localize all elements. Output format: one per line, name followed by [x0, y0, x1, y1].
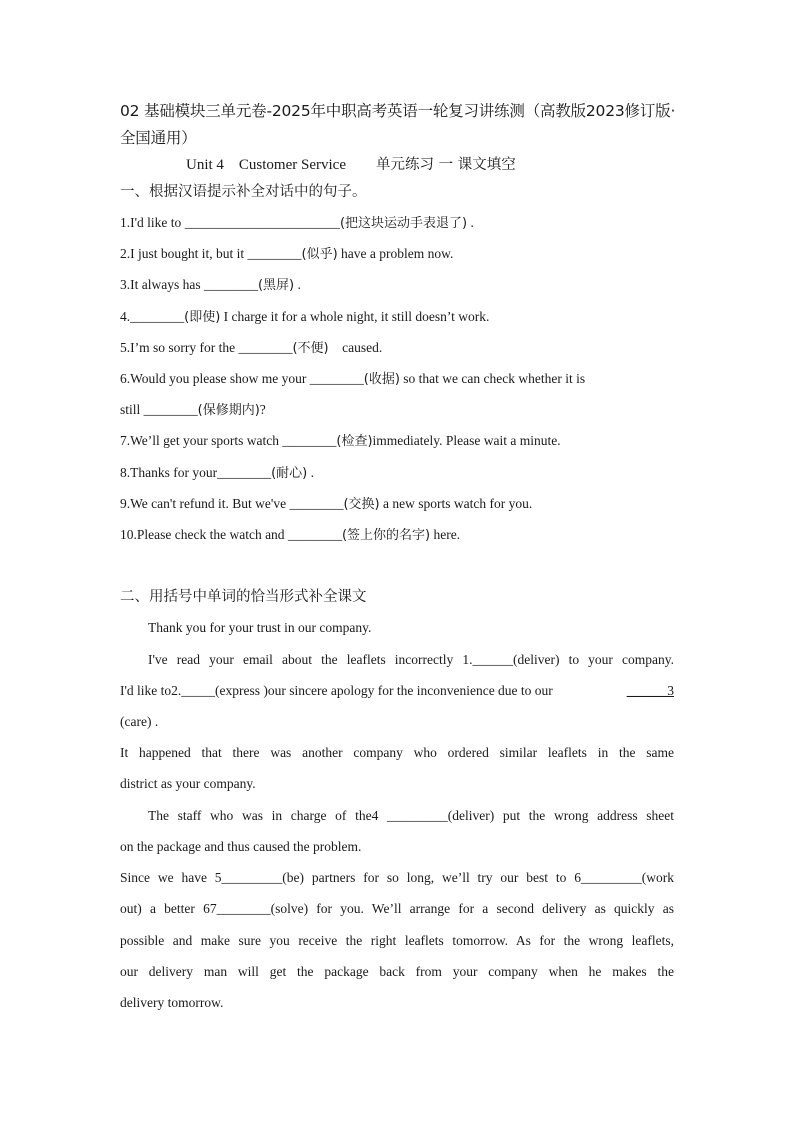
question-5: [120, 337, 680, 360]
question-text: a new sports watch for you.: [379, 496, 533, 511]
chinese-hint: (把这块运动手表退了): [339, 216, 468, 231]
answer-blank: ________: [217, 465, 272, 480]
document-title: 02 基础模块三单元卷-2025年中职高考英语一轮复习讲练测（高教版2023修订版·全国通用）: [120, 102, 676, 147]
passage-line: Thank you for your trust in our company.: [148, 620, 372, 635]
question-text: 4.: [120, 309, 131, 324]
chinese-hint: (黑屏): [257, 278, 295, 293]
passage-line: The staff who was in charge of the4 _________(deliver) put the wrong address sheet: [148, 808, 674, 823]
passage-line: district as your company.: [120, 776, 256, 791]
chinese-hint: (即使): [184, 310, 221, 325]
unit-heading-english: Unit 4 Customer Service: [186, 157, 346, 173]
section2-heading: 二、用括号中单词的恰当形式补全课文: [120, 589, 367, 605]
answer-blank: ________: [247, 246, 302, 261]
question-text: have a problem now.: [337, 246, 454, 261]
chinese-hint: (检查): [336, 434, 373, 449]
chinese-hint: (保修期内): [197, 403, 260, 418]
answer-blank: ________: [289, 496, 344, 511]
question-text: I charge it for a whole night, it still doesn’t work.: [220, 309, 490, 324]
question-text: here.: [430, 527, 461, 542]
chinese-hint: (交换): [343, 497, 380, 512]
question-9: [120, 493, 680, 516]
question-text: still: [120, 402, 144, 417]
answer-blank: ________: [203, 277, 258, 292]
question-4: [120, 306, 680, 329]
question-text: ?: [259, 402, 266, 417]
question-6-continued: [120, 399, 680, 422]
passage-text: I'd like to2._____(express )our sincere apology for the inconvenience due to our: [120, 683, 553, 698]
chinese-hint: (似乎): [301, 247, 338, 262]
question-text: so that we can check whether it is: [399, 371, 586, 386]
unit-heading-chinese: 单元练习 一 课文填空: [375, 157, 516, 173]
answer-blank: ________: [287, 527, 342, 542]
answer-blank: ________: [309, 371, 364, 386]
question-text: 8.Thanks for your: [120, 465, 218, 480]
passage-line: on the package and thus caused the problem.: [120, 839, 362, 854]
answer-blank: ________: [130, 309, 185, 324]
passage-line: our delivery man will get the package back from your company when he makes the: [120, 964, 674, 979]
question-2: [120, 243, 680, 266]
question-text: 9.We can't refund it. But we've: [120, 496, 290, 511]
question-text: immediately. Please wait a minute.: [372, 433, 561, 448]
answer-blank: ________: [143, 402, 198, 417]
question-10: [120, 524, 680, 547]
passage-line: [120, 680, 674, 702]
passage-line: Since we have 5_________(be) partners for so long, we’ll try our best to 6_________(work: [120, 870, 674, 885]
question-text: 2.I just bought it, but it: [120, 246, 248, 261]
question-text: 1.I'd like to: [120, 215, 185, 230]
chinese-hint: (收据): [363, 372, 400, 387]
answer-blank: ________: [238, 340, 293, 355]
question-text: 7.We’ll get your sports watch: [120, 433, 283, 448]
answer-blank: _______________________: [184, 215, 340, 230]
question-text: .: [294, 277, 301, 292]
question-text: caused.: [328, 340, 383, 355]
passage-line: It happened that there was another company who ordered similar leaflets in the same: [120, 745, 674, 760]
answer-blank: ______3: [626, 683, 674, 698]
question-3: [120, 274, 680, 297]
chinese-hint: (不便): [292, 341, 329, 356]
question-text: .: [307, 465, 315, 480]
question-8: [120, 462, 680, 485]
chinese-hint: (耐心): [271, 466, 308, 481]
chinese-hint: (签上你的名字): [341, 528, 431, 543]
answer-blank: ________: [282, 433, 337, 448]
question-text: 10.Please check the watch and: [120, 527, 288, 542]
question-text: .: [467, 215, 474, 230]
question-7: [120, 430, 680, 453]
question-6: [120, 368, 680, 391]
passage-line: I've read your email about the leaflets incorrectly 1.______(deliver) to your company.: [148, 652, 674, 667]
section1-heading: 一、根据汉语提示补全对话中的句子。: [120, 184, 367, 200]
passage-line: possible and make sure you receive the right leaflets tomorrow. As for the wrong leaflets,: [120, 933, 674, 948]
passage-line: (care) .: [120, 714, 159, 729]
passage-line: out) a better 67________(solve) for you. We’ll arrange for a second delivery as quickly as: [120, 901, 674, 916]
passage-line: delivery tomorrow.: [120, 995, 224, 1010]
question-text: 3.It always has: [120, 277, 204, 292]
question-1: [120, 212, 680, 235]
question-text: 6.Would you please show me your: [120, 371, 310, 386]
question-text: 5.I’m so sorry for the: [120, 340, 239, 355]
unit-heading: [186, 154, 516, 176]
